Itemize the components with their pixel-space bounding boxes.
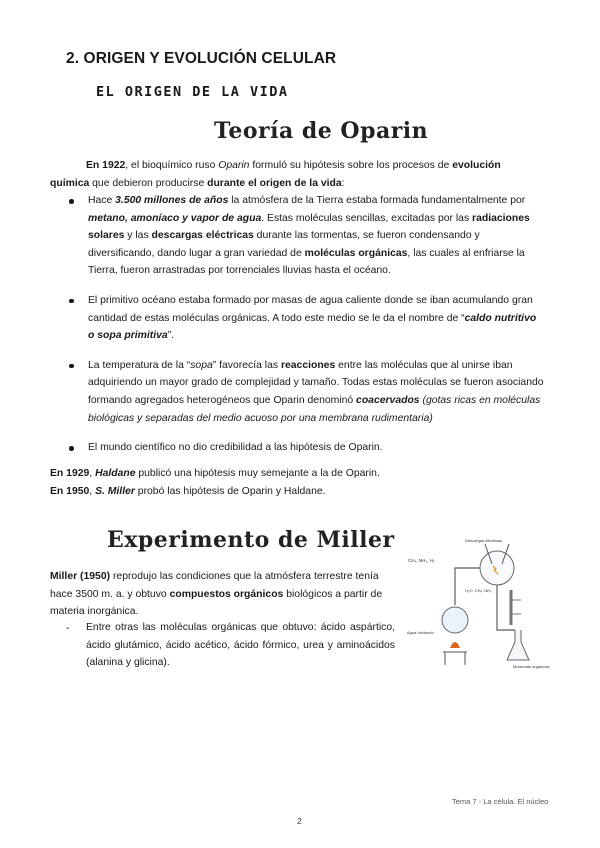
bullet-item: La temperatura de la “sopa” favorecía las reacciones entre las moléculas que al unirse iban adquiriendo un mayor grado de complejidad y tamaño. Todas estas moléculas se fueron asociando formando agregados heterogéneos que Oparin denominó coacervados (gotas ricas en moléculas biológicas y separadas del medio acuoso por una membrana rudimentaria) [88,357,544,427]
label-discharge: Descargas eléctricas [465,538,503,543]
label-mix: H₂O, CH₄, NH₃ [465,588,492,593]
oparin-title: Teoría de Oparin [214,118,429,144]
miller-paragraph: Miller (1950) reprodujo las condiciones que la atmósfera terrestre tenía hace 3500 m. a. y obtuvo compuestos orgánicos biológicos a partir de materia inorgánica. [50,571,383,618]
flame-icon [450,642,460,648]
bullet-item: El mundo científico no dio credibilidad a las hipótesis de Oparin. [88,439,544,457]
oparin-bullet-list [88,192,544,469]
spark-flask [480,551,514,585]
page-number: 2 [297,816,302,826]
boiling-flask [442,607,468,633]
miller-list-item: Entre otras las moléculas orgánicas que obtuvo: ácido aspártico, ácido glutámico, ácido acético, ácido fórmico, urea y aminoácidos (alanina y glicina). [86,622,395,669]
haldane-line: En 1929, Haldane publicó una hipótesis muy semejante a la de Oparin. [50,468,380,479]
tube-top [455,568,480,605]
oparin-intro: En 1922, el bioquímico ruso Oparin formuló su hipótesis sobre los procesos de evolución química que debieron producirse durante el origen de la vida: [50,160,501,189]
section-heading: 2. ORIGEN Y EVOLUCIÓN CELULAR [66,50,337,67]
miller-apparatus-figure [405,530,555,670]
label-water: Agua hirviendo [407,630,434,635]
subheading: EL ORIGEN DE LA VIDA [96,84,289,100]
bullet-item: Hace 3.500 millones de años la atmósfera de la Tierra estaba formada fundamentalmente por metano, amoníaco y vapor de agua. Estas moléculas sencillas, excitadas por las radiaciones solares y las descargas eléctricas durante las tormentas, se fueron condensando y diversificando, dando lugar a gran variedad de moléculas orgánicas, las cuales al enfriarse la Tierra, fueron arrastradas por torrenciales lluvias hasta el océano. [88,192,544,280]
label-organic: Moléculas orgánicas [513,664,550,669]
page-footer: Tema 7 - La célula. El núcleo [452,797,549,806]
dash-marker: - [66,623,70,634]
miller-line: En 1950, S. Miller probó las hipótesis de Oparin y Haldane. [50,486,326,497]
bullet-item: El primitivo océano estaba formado por masas de agua caliente donde se iban acumulando gran cantidad de estas moléculas orgánicas. A todo este medio se le da el nombre de “caldo nutritivo o sopa primitiva”. [88,292,544,345]
label-gases: CH₄, NH₃, H₂ [408,558,435,563]
trap-flask [507,630,529,660]
miller-title: Experimento de Miller [107,527,395,553]
